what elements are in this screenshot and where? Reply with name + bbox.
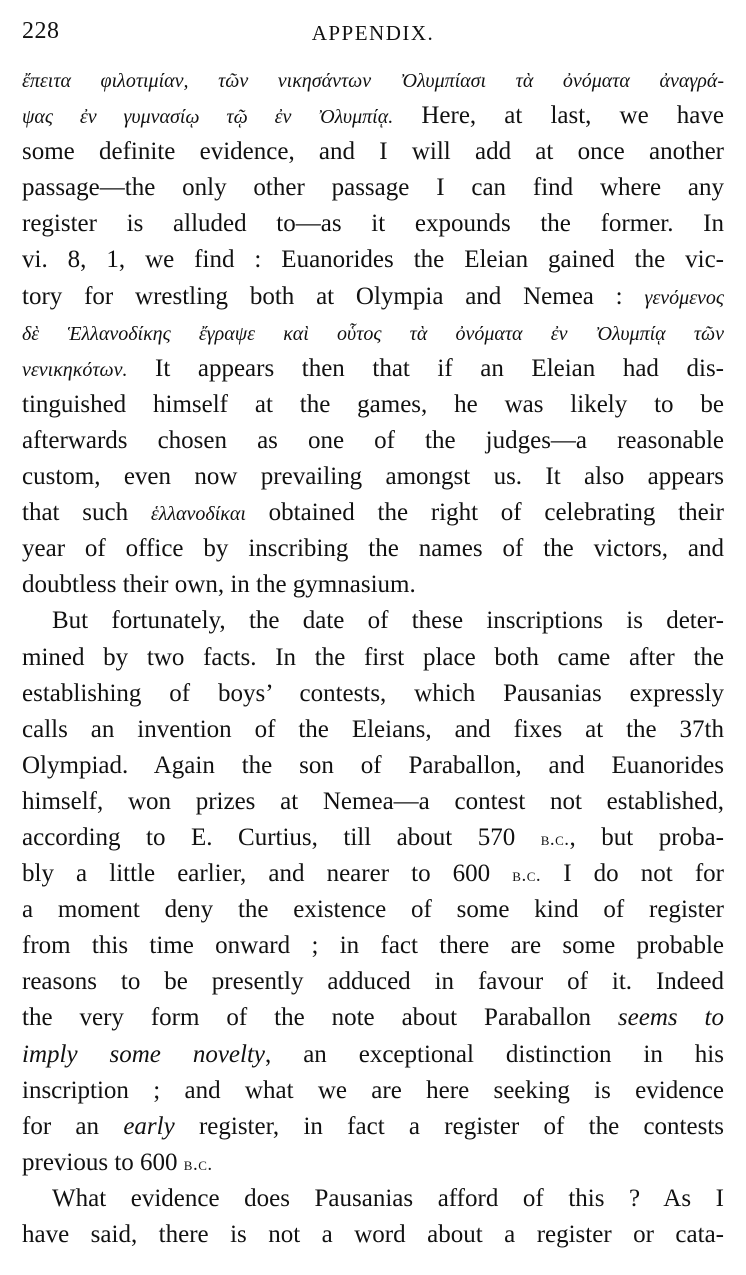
text-run: passage—the only other passage I can find where any <box>22 174 724 202</box>
text-line <box>22 459 724 495</box>
text-line <box>22 928 724 964</box>
text-line <box>22 964 724 1000</box>
text-line <box>22 242 724 278</box>
text-line <box>22 640 724 676</box>
text-run: the very form of the note about Paraballon <box>22 1004 618 1032</box>
text-line <box>22 1217 724 1253</box>
text-run: Olympiad. Again the son of Paraballon, and Euanorides <box>22 751 724 779</box>
text-line <box>22 892 724 928</box>
text-run: according to E. Curtius, till about 570 <box>22 823 541 851</box>
text-line <box>22 676 724 712</box>
text-run: obtained the right of celebrating their <box>245 499 724 527</box>
text-run: tinguished himself at the games, he was likely to be <box>22 390 724 418</box>
text-line <box>22 1037 724 1073</box>
text-line <box>22 279 724 315</box>
text-run: vi. 8, 1, we find : Euanorides the Eleian gained the vic- <box>22 246 724 274</box>
greek-quotation: γενόμενος <box>644 286 724 309</box>
text-run: What evidence does Pausanias afford of this ? As I <box>52 1184 724 1212</box>
text-run: bly a little earlier, and nearer to 600 <box>22 860 513 888</box>
text-run: previous to 600 <box>22 1148 184 1176</box>
italic-phrase: early <box>123 1112 175 1140</box>
text-run: reasons to be presently adduced in favour of it. Indeed <box>22 968 724 996</box>
text-run: calls an invention of the Eleians, and fixes at the 37th <box>22 715 724 743</box>
text-line <box>22 820 724 856</box>
greek-quotation: δὲ Ἑλλανοδίκης ἔγραψε καὶ οὗτος τὰ ὀνόματα ἐν Ὀλυμπίᾳ τῶν <box>22 322 724 345</box>
text-line <box>22 1145 724 1181</box>
text-line <box>22 748 724 784</box>
page-number: 228 <box>22 18 60 44</box>
text-line <box>22 206 724 242</box>
italic-phrase: seems to <box>617 1004 724 1032</box>
text-run: register, in fact a register of the contests <box>174 1112 724 1140</box>
running-title: APPENDIX. <box>311 21 435 45</box>
text-line <box>22 495 724 531</box>
text-line <box>22 784 724 820</box>
body-text <box>22 62 724 1253</box>
text-line <box>22 1181 724 1217</box>
text-line <box>22 423 724 459</box>
text-run: a moment deny the existence of some kind of register <box>22 896 724 924</box>
text-line <box>22 315 724 351</box>
text-run: from this time onward ; in fact there are some probable <box>22 932 724 960</box>
text-run: inscription ; and what we are here seeking is evidence <box>22 1076 724 1104</box>
text-line <box>22 603 724 639</box>
text-line <box>22 531 724 567</box>
text-line <box>22 1109 724 1145</box>
text-line <box>22 1000 724 1036</box>
text-run: himself, won prizes at Nemea—a contest not established, <box>22 787 724 815</box>
era-abbreviation: b.c. <box>183 1153 213 1175</box>
text-run: some definite evidence, and I will add at once another <box>22 138 724 166</box>
era-abbreviation: b.c. <box>512 865 542 887</box>
greek-quotation: ψας ἐν γυμνασίῳ τῷ ἐν Ὀλυμπίᾳ. <box>22 106 394 129</box>
text-run: tory for wrestling both at Olympia and Nemea : <box>22 282 645 310</box>
text-run: , but proba- <box>569 823 724 851</box>
text-run: register is alluded to—as it expounds the former. In <box>22 210 724 238</box>
text-run: custom, even now prevailing amongst us. It also appears <box>22 463 724 491</box>
text-line <box>22 1073 724 1109</box>
text-run: But fortunately, the date of these inscriptions is deter- <box>52 607 724 635</box>
text-run: , an exceptional distinction in his <box>265 1040 724 1068</box>
greek-quotation: ἑλλανοδίκαι <box>150 503 246 526</box>
greek-quotation: νενικηκότων. <box>22 358 128 381</box>
text-line <box>22 170 724 206</box>
book-page <box>22 18 724 1253</box>
text-run: have said, there is not a word about a register or cata- <box>22 1221 724 1248</box>
greek-quotation: ἔπειτα φιλοτιμίαν, τῶν νικησάντων Ὀλυμπίασι τὰ ὀνόματα ἀναγρά- <box>22 70 724 92</box>
text-run: mined by two facts. In the first place both came after the <box>22 643 724 671</box>
text-run: It appears then that if an Eleian had dis- <box>127 354 724 382</box>
text-line <box>22 567 724 603</box>
text-run: afterwards chosen as one of the judges—a reasonable <box>22 426 724 454</box>
era-abbreviation: b.c. <box>540 828 570 850</box>
text-line <box>22 856 724 892</box>
italic-phrase: imply some novelty <box>22 1040 265 1068</box>
text-line <box>22 351 724 387</box>
text-line <box>22 62 724 98</box>
text-run: I do not for <box>541 860 724 888</box>
text-line <box>22 387 724 423</box>
text-line <box>22 98 724 134</box>
text-run: that such <box>22 499 151 527</box>
running-head <box>22 18 724 62</box>
text-run: establishing of boys’ contests, which Pausanias expressly <box>22 679 724 707</box>
text-run: doubtless their own, in the gymnasium. <box>22 571 416 599</box>
text-line <box>22 712 724 748</box>
text-line <box>22 134 724 170</box>
text-run: for an <box>22 1112 124 1140</box>
text-run: year of office by inscribing the names of the victors, and <box>22 535 724 563</box>
text-run: Here, at last, we have <box>393 102 724 130</box>
